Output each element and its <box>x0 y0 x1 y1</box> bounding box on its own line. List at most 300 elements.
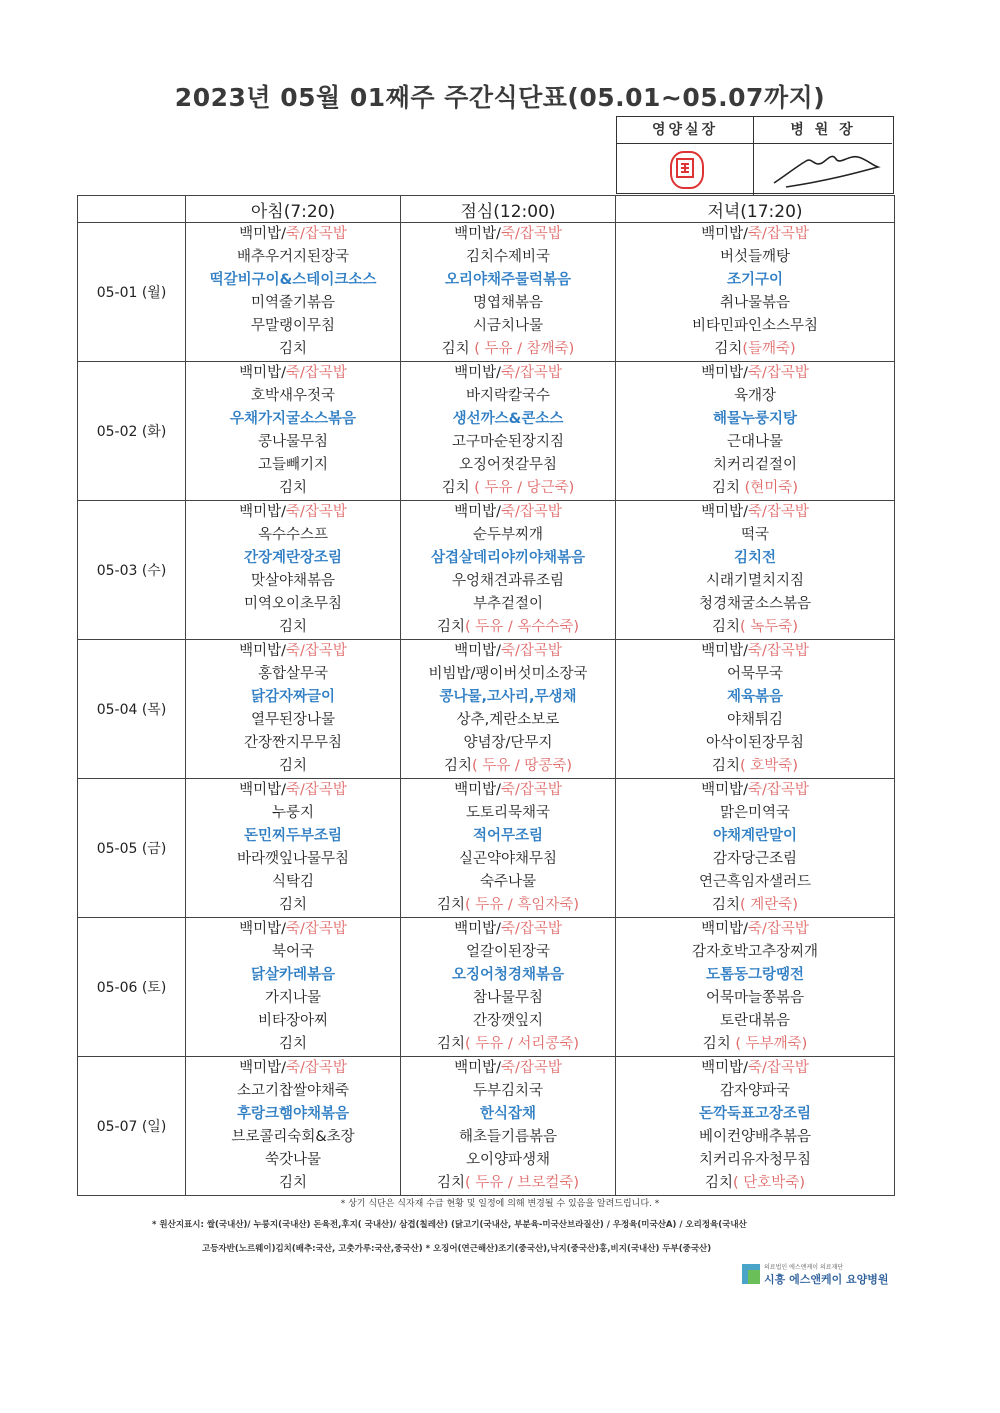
menu-item <box>616 987 894 1010</box>
menu-item <box>186 431 400 454</box>
menu-item <box>186 640 400 663</box>
menu-item <box>616 547 894 570</box>
menu-item <box>186 570 400 593</box>
menu-item <box>186 894 400 917</box>
menu-item-text: 오징어청경채볶음 <box>451 967 565 983</box>
menu-item-text: 가지나물 <box>264 990 322 1006</box>
menu-item-text: 오이양파생채 <box>465 1152 551 1168</box>
menu-item <box>186 616 400 639</box>
menu-item-text: 옥수수스프 <box>257 527 329 543</box>
menu-item-text: 미역줄기볶음 <box>250 295 336 311</box>
meal-cell-lunch <box>401 640 616 779</box>
menu-item <box>616 1057 894 1080</box>
menu-item <box>616 779 894 802</box>
day-date: 05-03 (수) <box>78 501 186 640</box>
menu-item <box>401 1126 615 1149</box>
menu-item <box>401 709 615 732</box>
menu-item <box>186 802 400 825</box>
menu-item-porridge: ( 두유 / 참깨죽) <box>474 341 575 357</box>
menu-item-text: 양념장/단무지 <box>463 735 553 751</box>
menu-item-porridge: 죽/잡곡밥 <box>500 226 562 242</box>
menu-item <box>616 755 894 778</box>
menu-item-text: 우엉채견과류조림 <box>451 573 565 589</box>
meal-cell-breakfast <box>186 501 401 640</box>
menu-item <box>401 1010 615 1033</box>
menu-item-porridge: 죽/잡곡밥 <box>747 782 809 798</box>
menu-item-porridge: 죽/잡곡밥 <box>500 643 562 659</box>
menu-item-text: 비타민파인소스무침 <box>691 318 819 334</box>
menu-item <box>186 825 400 848</box>
meal-cell-dinner <box>616 779 895 918</box>
menu-item-porridge: ( 두유 / 서리콩죽) <box>464 1036 580 1052</box>
menu-item-text: 홍합살무국 <box>257 666 329 682</box>
day-row <box>78 640 895 779</box>
menu-item <box>401 1033 615 1056</box>
menu-item <box>401 941 615 964</box>
menu-item-text: 야채계란말이 <box>712 828 798 844</box>
menu-item <box>186 987 400 1010</box>
menu-item <box>401 1103 615 1126</box>
menu-item <box>616 362 894 385</box>
menu-item-text: 닭감자짜글이 <box>250 689 336 705</box>
menu-item <box>186 315 400 338</box>
menu-item-text: 오리야채주물럭볶음 <box>444 272 572 288</box>
menu-item-text: 김치 <box>278 1036 307 1052</box>
menu-item-text: 백미밥/ <box>701 643 748 659</box>
menu-item <box>616 964 894 987</box>
menu-item-text: 백미밥/ <box>454 1060 501 1076</box>
menu-item-text: 북어국 <box>271 944 315 960</box>
menu-item <box>401 524 615 547</box>
menu-item-text: 김치 <box>714 341 743 357</box>
menu-item-text: 어묵마늘쫑볶음 <box>705 990 805 1006</box>
menu-item <box>616 524 894 547</box>
menu-item-porridge: 죽/잡곡밥 <box>747 365 809 381</box>
menu-item-porridge: (현미죽) <box>744 480 798 496</box>
day-row <box>78 223 895 362</box>
menu-item-text: 김치 <box>712 897 741 913</box>
meal-cell-breakfast <box>186 918 401 1057</box>
menu-item <box>616 292 894 315</box>
menu-item-text: 백미밥/ <box>454 365 501 381</box>
header-lunch: 점심(12:00) <box>401 196 616 223</box>
menu-item-porridge: ( 두부깨죽) <box>735 1036 808 1052</box>
menu-item-text: 김치 <box>436 897 465 913</box>
menu-item-porridge: 죽/잡곡밥 <box>747 1060 809 1076</box>
menu-item <box>186 501 400 524</box>
menu-item-porridge: 죽/잡곡밥 <box>285 643 347 659</box>
menu-item-porridge: ( 호박죽) <box>740 758 798 774</box>
menu-item-text: 숙주나물 <box>479 874 537 890</box>
menu-item <box>401 593 615 616</box>
menu-item <box>616 732 894 755</box>
menu-item <box>401 663 615 686</box>
day-date: 05-04 (목) <box>78 640 186 779</box>
day-date: 05-01 (월) <box>78 223 186 362</box>
menu-item-text: 김치 <box>712 480 745 496</box>
menu-item-text: 우채가지굴소스볶음 <box>229 411 357 427</box>
menu-item-text: 도토리묵채국 <box>465 805 551 821</box>
menu-item-text: 김치 <box>436 1175 465 1191</box>
menu-item <box>186 292 400 315</box>
menu-item <box>401 385 615 408</box>
menu-item <box>401 223 615 246</box>
menu-item <box>616 802 894 825</box>
menu-item <box>616 1080 894 1103</box>
menu-item <box>616 385 894 408</box>
menu-item-text: 감자호박고추장찌개 <box>691 944 819 960</box>
menu-item-text: 연근흑임자샐러드 <box>698 874 812 890</box>
menu-item-text: 백미밥/ <box>701 365 748 381</box>
menu-item <box>401 1172 615 1195</box>
menu-item-porridge: ( 계란죽) <box>740 897 798 913</box>
meal-cell-breakfast <box>186 223 401 362</box>
origin-line-2: 고등자반(노르웨이)김치(배추:국산, 고춧가루:국산,중국산) * 오징어(연근해산)조기(중국산),낙지(중국산)홍,비지(국내산) 두부(중국산) <box>202 1244 712 1254</box>
menu-item <box>186 338 400 361</box>
menu-item <box>186 1057 400 1080</box>
menu-table <box>77 195 895 1196</box>
menu-item-text: 오징어젓갈무침 <box>458 457 558 473</box>
menu-item <box>401 501 615 524</box>
menu-item-text: 백미밥/ <box>454 921 501 937</box>
menu-item-text: 맛살야채볶음 <box>250 573 336 589</box>
menu-item-text: 백미밥/ <box>239 1060 286 1076</box>
menu-item <box>616 1010 894 1033</box>
menu-item <box>186 871 400 894</box>
menu-item <box>401 269 615 292</box>
menu-item <box>401 547 615 570</box>
menu-item-porridge: ( 단호박죽) <box>733 1175 805 1191</box>
menu-item-text: 상추,계란소보로 <box>456 712 560 728</box>
menu-item <box>401 454 615 477</box>
menu-item-text: 김치 <box>443 758 472 774</box>
menu-item-text: 적어무조림 <box>472 828 544 844</box>
menu-item-porridge: 죽/잡곡밥 <box>285 921 347 937</box>
menu-item-text: 누룽지 <box>271 805 315 821</box>
day-row <box>78 779 895 918</box>
menu-item <box>186 941 400 964</box>
menu-item <box>616 1126 894 1149</box>
menu-item <box>616 431 894 454</box>
menu-item <box>186 1149 400 1172</box>
menu-item-porridge: 죽/잡곡밥 <box>747 643 809 659</box>
day-date: 05-05 (금) <box>78 779 186 918</box>
menu-item <box>186 547 400 570</box>
menu-item <box>616 570 894 593</box>
menu-item <box>401 848 615 871</box>
page-title: 2023년 05월 01째주 주간식단표(05.01~05.07까지) <box>174 83 826 112</box>
menu-item-text: 감자양파국 <box>719 1083 791 1099</box>
menu-item-text: 비빔밥/팽이버섯미소장국 <box>428 666 588 682</box>
menu-item <box>186 593 400 616</box>
notice-text: * 상기 식단은 식자재 수급 현황 및 일정에 의해 변경될 수 있음을 알려드립니다. * <box>340 1199 660 1209</box>
menu-item <box>401 755 615 778</box>
menu-item <box>186 755 400 778</box>
menu-item-text: 간장깻잎지 <box>472 1013 544 1029</box>
menu-item <box>616 269 894 292</box>
menu-item <box>616 871 894 894</box>
menu-item-text: 치커리겉절이 <box>712 457 798 473</box>
menu-item-text: 백미밥/ <box>239 504 286 520</box>
meal-cell-dinner <box>616 362 895 501</box>
menu-item-text: 베이컨양배추볶음 <box>698 1129 812 1145</box>
menu-item <box>401 570 615 593</box>
meal-cell-lunch <box>401 779 616 918</box>
menu-item <box>401 1149 615 1172</box>
menu-item-text: 김치 <box>436 619 465 635</box>
logo-subtitle: 의료법인 에스앤케이 의료재단 <box>764 1264 844 1271</box>
menu-item <box>401 964 615 987</box>
menu-item-porridge: 죽/잡곡밥 <box>500 1060 562 1076</box>
menu-item <box>186 524 400 547</box>
menu-item <box>186 385 400 408</box>
menu-item-text: 소고기찹쌀야채죽 <box>236 1083 350 1099</box>
day-date: 05-02 (화) <box>78 362 186 501</box>
menu-item <box>616 686 894 709</box>
menu-item <box>186 454 400 477</box>
menu-item <box>616 246 894 269</box>
menu-item-porridge: 죽/잡곡밥 <box>500 365 562 381</box>
menu-item-text: 브로콜리숙회&초장 <box>231 1129 355 1145</box>
menu-item <box>186 269 400 292</box>
menu-item <box>186 732 400 755</box>
menu-item-text: 호박새우젓국 <box>250 388 336 404</box>
menu-item <box>186 477 400 500</box>
menu-item-porridge: ( 두유 / 흑임자죽) <box>464 897 580 913</box>
menu-item-text: 한식잡채 <box>479 1106 537 1122</box>
menu-item-text: 해물누룽지탕 <box>712 411 798 427</box>
menu-item-text: 참나물무침 <box>472 990 544 1006</box>
menu-item <box>616 1149 894 1172</box>
menu-item <box>186 848 400 871</box>
menu-item-porridge: 죽/잡곡밥 <box>285 226 347 242</box>
menu-item <box>616 1103 894 1126</box>
menu-item <box>616 338 894 361</box>
menu-item <box>186 408 400 431</box>
approval-nutrition-cell <box>617 117 754 195</box>
menu-item <box>186 1103 400 1126</box>
menu-item-porridge: 죽/잡곡밥 <box>285 365 347 381</box>
menu-item <box>401 640 615 663</box>
day-row <box>78 918 895 1057</box>
menu-item-text: 백미밥/ <box>701 782 748 798</box>
menu-item <box>616 501 894 524</box>
menu-item <box>616 454 894 477</box>
menu-item-porridge: 죽/잡곡밥 <box>285 1060 347 1076</box>
menu-item-text: 콩나물,고사리,무생채 <box>439 689 577 705</box>
menu-item-text: 쑥갓나물 <box>264 1152 322 1168</box>
menu-item-text: 부추겉절이 <box>472 596 544 612</box>
menu-item-text: 생선까스&콘소스 <box>452 411 564 427</box>
menu-item-text: 김치전 <box>733 550 777 566</box>
logo-name: 시흥 에스앤케이 요양병원 <box>764 1273 889 1286</box>
meal-cell-dinner <box>616 640 895 779</box>
day-date: 05-06 (토) <box>78 918 186 1057</box>
menu-item-text: 배추우거지된장국 <box>236 249 350 265</box>
menu-item-text: 청경채굴소스볶음 <box>698 596 812 612</box>
meal-cell-lunch <box>401 918 616 1057</box>
meal-cell-breakfast <box>186 1057 401 1196</box>
day-date: 05-07 (일) <box>78 1057 186 1196</box>
meal-cell-dinner <box>616 918 895 1057</box>
menu-item-text: 떡갈비구이&스테이크소스 <box>209 272 377 288</box>
menu-item-text: 취나물볶음 <box>719 295 791 311</box>
menu-item <box>616 616 894 639</box>
approval-nutrition-label: 영양실장 <box>617 117 753 144</box>
menu-item-porridge: 죽/잡곡밥 <box>747 504 809 520</box>
menu-item-porridge: ( 두유 / 땅콩죽) <box>471 758 573 774</box>
menu-item-text: 치커리유자청무침 <box>698 1152 812 1168</box>
menu-item <box>186 918 400 941</box>
seal-stamp <box>670 151 704 189</box>
menu-item-text: 삼겹살데리야끼야채볶음 <box>430 550 586 566</box>
menu-item <box>401 431 615 454</box>
day-row <box>78 1057 895 1196</box>
meal-cell-breakfast <box>186 362 401 501</box>
day-row <box>78 501 895 640</box>
menu-item <box>401 616 615 639</box>
menu-item-text: 시금치나물 <box>472 318 544 334</box>
approval-director-cell <box>754 117 892 195</box>
menu-item <box>616 941 894 964</box>
menu-item <box>616 894 894 917</box>
menu-item <box>186 779 400 802</box>
menu-item <box>401 779 615 802</box>
menu-item <box>401 918 615 941</box>
menu-item <box>186 663 400 686</box>
menu-item-text: 근대나물 <box>726 434 784 450</box>
menu-item-text: 미역오이초무침 <box>243 596 343 612</box>
menu-item-porridge: 죽/잡곡밥 <box>500 504 562 520</box>
menu-item-text: 백미밥/ <box>701 226 748 242</box>
menu-item-text: 김치 <box>441 341 475 357</box>
menu-item <box>616 593 894 616</box>
menu-item <box>401 732 615 755</box>
menu-item-text: 맑은미역국 <box>719 805 791 821</box>
menu-item-porridge: 죽/잡곡밥 <box>285 504 347 520</box>
menu-item-porridge: 죽/잡곡밥 <box>747 226 809 242</box>
menu-item-text: 버섯들깨탕 <box>719 249 791 265</box>
menu-item <box>186 246 400 269</box>
menu-item-text: 돈깍둑표고장조림 <box>698 1106 812 1122</box>
meal-cell-breakfast <box>186 640 401 779</box>
menu-item <box>616 640 894 663</box>
menu-item-text: 실곤약야채무침 <box>458 851 558 867</box>
menu-item-text: 도톰동그랑땡전 <box>705 967 805 983</box>
menu-item <box>616 315 894 338</box>
menu-item-porridge: ( 두유 / 브로컬죽) <box>464 1175 580 1191</box>
menu-item-text: 백미밥/ <box>239 782 286 798</box>
menu-item <box>401 408 615 431</box>
menu-item <box>616 408 894 431</box>
menu-item-text: 김치수제비국 <box>465 249 551 265</box>
menu-item-text: 김치 <box>278 758 307 774</box>
menu-item-text: 김치 <box>278 897 307 913</box>
menu-item <box>401 315 615 338</box>
menu-item-text: 떡국 <box>740 527 769 543</box>
menu-item-text: 백미밥/ <box>454 504 501 520</box>
header-blank <box>78 196 186 223</box>
menu-item-text: 식탁김 <box>271 874 315 890</box>
menu-item <box>401 802 615 825</box>
menu-item-porridge: 죽/잡곡밥 <box>285 782 347 798</box>
menu-item <box>616 825 894 848</box>
meal-cell-lunch <box>401 501 616 640</box>
menu-item-text: 백미밥/ <box>701 1060 748 1076</box>
menu-item-text: 백미밥/ <box>239 921 286 937</box>
logo-mark-accent-icon <box>748 1270 760 1284</box>
menu-item-porridge: ( 녹두죽) <box>740 619 798 635</box>
menu-item-text: 얼갈이된장국 <box>465 944 551 960</box>
origin-line-1: * 원산지표시: 쌀(국내산)/ 누룽지(국내산) 돈육전,후지( 국내산)/ 삼겹(칠레산) (닭고기(국내산, 부분육-미국산브라질산) / 우정육(미국산A) / 오리정육(국내산 <box>152 1220 747 1230</box>
menu-item <box>616 918 894 941</box>
menu-item <box>616 663 894 686</box>
menu-item-text: 김치 <box>278 341 307 357</box>
menu-item-porridge: ( 두유 / 당근죽) <box>474 480 575 496</box>
menu-item-porridge: (들깨죽) <box>742 341 796 357</box>
menu-item-text: 순두부찌개 <box>472 527 544 543</box>
menu-item <box>186 709 400 732</box>
menu-item-porridge: 죽/잡곡밥 <box>500 782 562 798</box>
menu-item <box>186 1126 400 1149</box>
menu-item-text: 간장짠지무무침 <box>243 735 343 751</box>
menu-item <box>616 848 894 871</box>
menu-item-text: 김치 <box>278 480 307 496</box>
menu-item-text: 고들빼기지 <box>257 457 329 473</box>
menu-item-text: 김치 <box>278 1175 307 1191</box>
menu-item-text: 시래기멸치지짐 <box>705 573 805 589</box>
menu-item-text: 백미밥/ <box>454 643 501 659</box>
header-row <box>78 196 895 223</box>
menu-item <box>401 871 615 894</box>
menu-item <box>401 987 615 1010</box>
menu-item <box>616 477 894 500</box>
menu-item-text: 고구마순된장지짐 <box>451 434 565 450</box>
menu-item-text: 김치 <box>278 619 307 635</box>
menu-item <box>186 1033 400 1056</box>
day-row <box>78 362 895 501</box>
menu-item <box>401 894 615 917</box>
meal-cell-lunch <box>401 362 616 501</box>
menu-item-text: 두부김치국 <box>472 1083 544 1099</box>
menu-item-text: 제육볶음 <box>726 689 784 705</box>
approval-director-label: 병 원 장 <box>754 117 892 144</box>
menu-item <box>186 686 400 709</box>
menu-item-text: 김치 <box>436 1036 465 1052</box>
meal-cell-lunch <box>401 1057 616 1196</box>
menu-item-text: 김치 <box>712 619 741 635</box>
menu-item-text: 조기구이 <box>726 272 784 288</box>
menu-item-text: 김치 <box>712 758 741 774</box>
approval-box <box>616 116 894 194</box>
menu-item-text: 야채튀김 <box>726 712 784 728</box>
menu-item-text: 해초들기름볶음 <box>458 1129 558 1145</box>
menu-item-text: 어묵무국 <box>726 666 784 682</box>
menu-item-text: 백미밥/ <box>454 782 501 798</box>
menu-item <box>186 362 400 385</box>
menu-item-porridge: 죽/잡곡밥 <box>747 921 809 937</box>
menu-item <box>616 1172 894 1195</box>
menu-item <box>616 709 894 732</box>
menu-item-text: 백미밥/ <box>701 921 748 937</box>
menu-item <box>401 477 615 500</box>
menu-item <box>186 964 400 987</box>
meal-cell-dinner <box>616 223 895 362</box>
signature <box>766 147 886 195</box>
menu-item-text: 백미밥/ <box>239 643 286 659</box>
menu-item <box>186 1172 400 1195</box>
menu-item-text: 백미밥/ <box>454 226 501 242</box>
